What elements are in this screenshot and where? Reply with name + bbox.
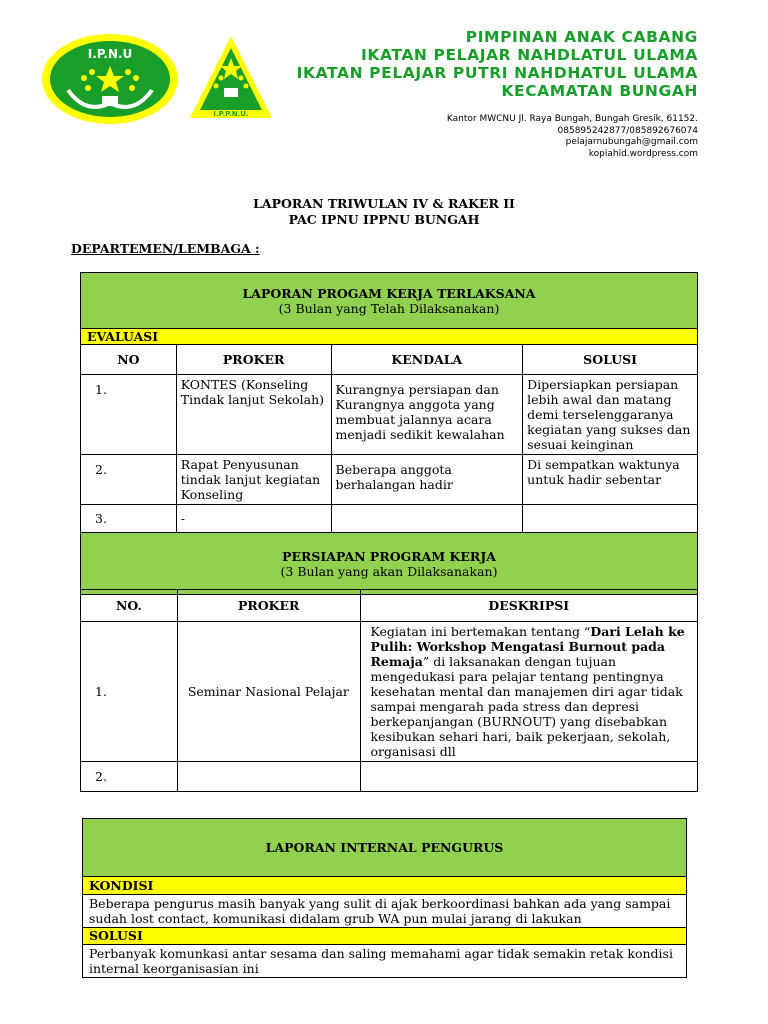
department-label: DEPARTEMEN/LEMBAGA :: [71, 241, 260, 256]
solusi-text: Perbanyak komunkasi antar sesama dan saling memahami agar tidak semakin retak kondisi internal keorganisasian ini: [83, 945, 687, 978]
col-proker: PROKER: [176, 345, 331, 375]
section2-title: PERSIAPAN PROGRAM KERJA: [282, 548, 496, 564]
row3-kendala: [331, 505, 523, 533]
desc-theme: Dari Lelah ke Pulih: Workshop Mengatasi Burnout pada Remaja: [370, 624, 685, 669]
kondisi-text: Beberapa pengurus masih banyak yang sulit di ajak berkoordinasi bahkan ada yang sampai sudah lost contact, komunikasi didalam grub WA pun mulai jarang di lakukan: [83, 895, 687, 928]
section2-header: [81, 533, 698, 595]
table-row: [81, 505, 698, 533]
org-header: [297, 28, 698, 100]
table-row: [81, 762, 698, 792]
contact-phone: 085895242877/085892676074: [557, 125, 698, 136]
plan-row1-proker: Seminar Nasional Pelajar: [177, 622, 360, 762]
program-plan-table: [80, 589, 698, 792]
ippnu-logo: [188, 34, 274, 120]
col-no: NO: [81, 345, 177, 375]
row2-solusi: Di sempatkan waktunya untuk hadir sebentar: [523, 455, 698, 505]
ipnu-logo: [40, 32, 180, 126]
row2-no: 2.: [81, 455, 177, 505]
table-row: [81, 375, 698, 455]
row1-proker: KONTES (Konseling Tindak lanjut Sekolah): [176, 375, 331, 455]
col-deskripsi: DESKRIPSI: [360, 590, 697, 622]
section1-title: LAPORAN PROGAM KERJA TERLAKSANA: [242, 285, 536, 301]
row3-proker: -: [176, 505, 331, 533]
kondisi-label: KONDISI: [83, 877, 687, 895]
row1-solusi: Dipersiapkan persiapan lebih awal dan matang demi terselenggaranya kegiatan yang sukses dan sesuai keinginan: [523, 375, 698, 455]
plan-row2-proker: [177, 762, 360, 792]
row2-kendala: Beberapa anggota berhalangan hadir: [331, 455, 523, 505]
program-done-table: [80, 272, 698, 595]
internal-report-table: [82, 818, 687, 978]
org-line-2: IKATAN PELAJAR NAHDLATUL ULAMA: [360, 46, 698, 64]
row1-no: 1.: [81, 375, 177, 455]
report-title: LAPORAN TRIWULAN IV & RAKER II: [253, 196, 515, 211]
desc-post: ” di laksanakan dengan tujuan mengedukasi para pelajar tentang pentingnya kesehatan mental dan manajemen diri agar tidak sampai mengarah pada stress dan depresi berkepanjangan (BURNOUT) yang disebabkan kesibukan sehari hari, baik pekerjaan, sekolah, organisasi dll: [370, 654, 683, 759]
ipnu-logo-text: I.P.N.U: [87, 47, 133, 61]
row2-proker: Rapat Penyusunan tindak lanjut kegiatan Konseling: [176, 455, 331, 505]
desc-pre: Kegiatan ini bertemakan tentang “: [370, 624, 591, 639]
evaluasi-label: EVALUASI: [81, 329, 698, 345]
contact-address: Kantor MWCNU Jl. Raya Bungah, Bungah Gresik, 61152.: [446, 114, 698, 124]
org-line-3: IKATAN PELAJAR PUTRI NAHDHATUL ULAMA: [296, 64, 698, 82]
section2-subtitle: (3 Bulan yang akan Dilaksanakan): [280, 563, 498, 579]
contact-website[interactable]: kopiahid.wordpress.com: [588, 148, 698, 159]
row3-no: 3.: [81, 505, 177, 533]
ippnu-logo-text: I.P.P.N.U.: [213, 110, 249, 118]
table-row: [81, 622, 698, 762]
section1-header: [81, 273, 698, 329]
col-proker2: PROKER: [177, 590, 360, 622]
col-kendala: KENDALA: [331, 345, 523, 375]
plan-row2-no: 2.: [81, 762, 178, 792]
org-line-1: PIMPINAN ANAK CABANG: [465, 28, 698, 46]
row3-solusi: [523, 505, 698, 533]
report-subtitle: PAC IPNU IPPNU BUNGAH: [288, 212, 480, 227]
row1-kendala: Kurangnya persiapan dan Kurangnya anggota yang membuat jalannya acara menjadi sedikit kewalahan: [331, 375, 523, 455]
plan-row2-desc: [360, 762, 697, 792]
plan-row1-desc: [360, 622, 697, 762]
plan-row1-no: 1.: [81, 622, 178, 762]
contact-email[interactable]: pelajarnubungah@gmail.com: [565, 137, 698, 147]
col-no2: NO.: [81, 590, 178, 622]
solusi-label: SOLUSI: [83, 928, 687, 945]
section1-subtitle: (3 Bulan yang Telah Dilaksanakan): [278, 300, 500, 316]
org-line-4: KECAMATAN BUNGAH: [501, 82, 698, 100]
table-row: [81, 455, 698, 505]
col-solusi: SOLUSI: [523, 345, 698, 375]
section3-title: LAPORAN INTERNAL PENGURUS: [83, 819, 687, 877]
contact-block: [447, 114, 698, 160]
